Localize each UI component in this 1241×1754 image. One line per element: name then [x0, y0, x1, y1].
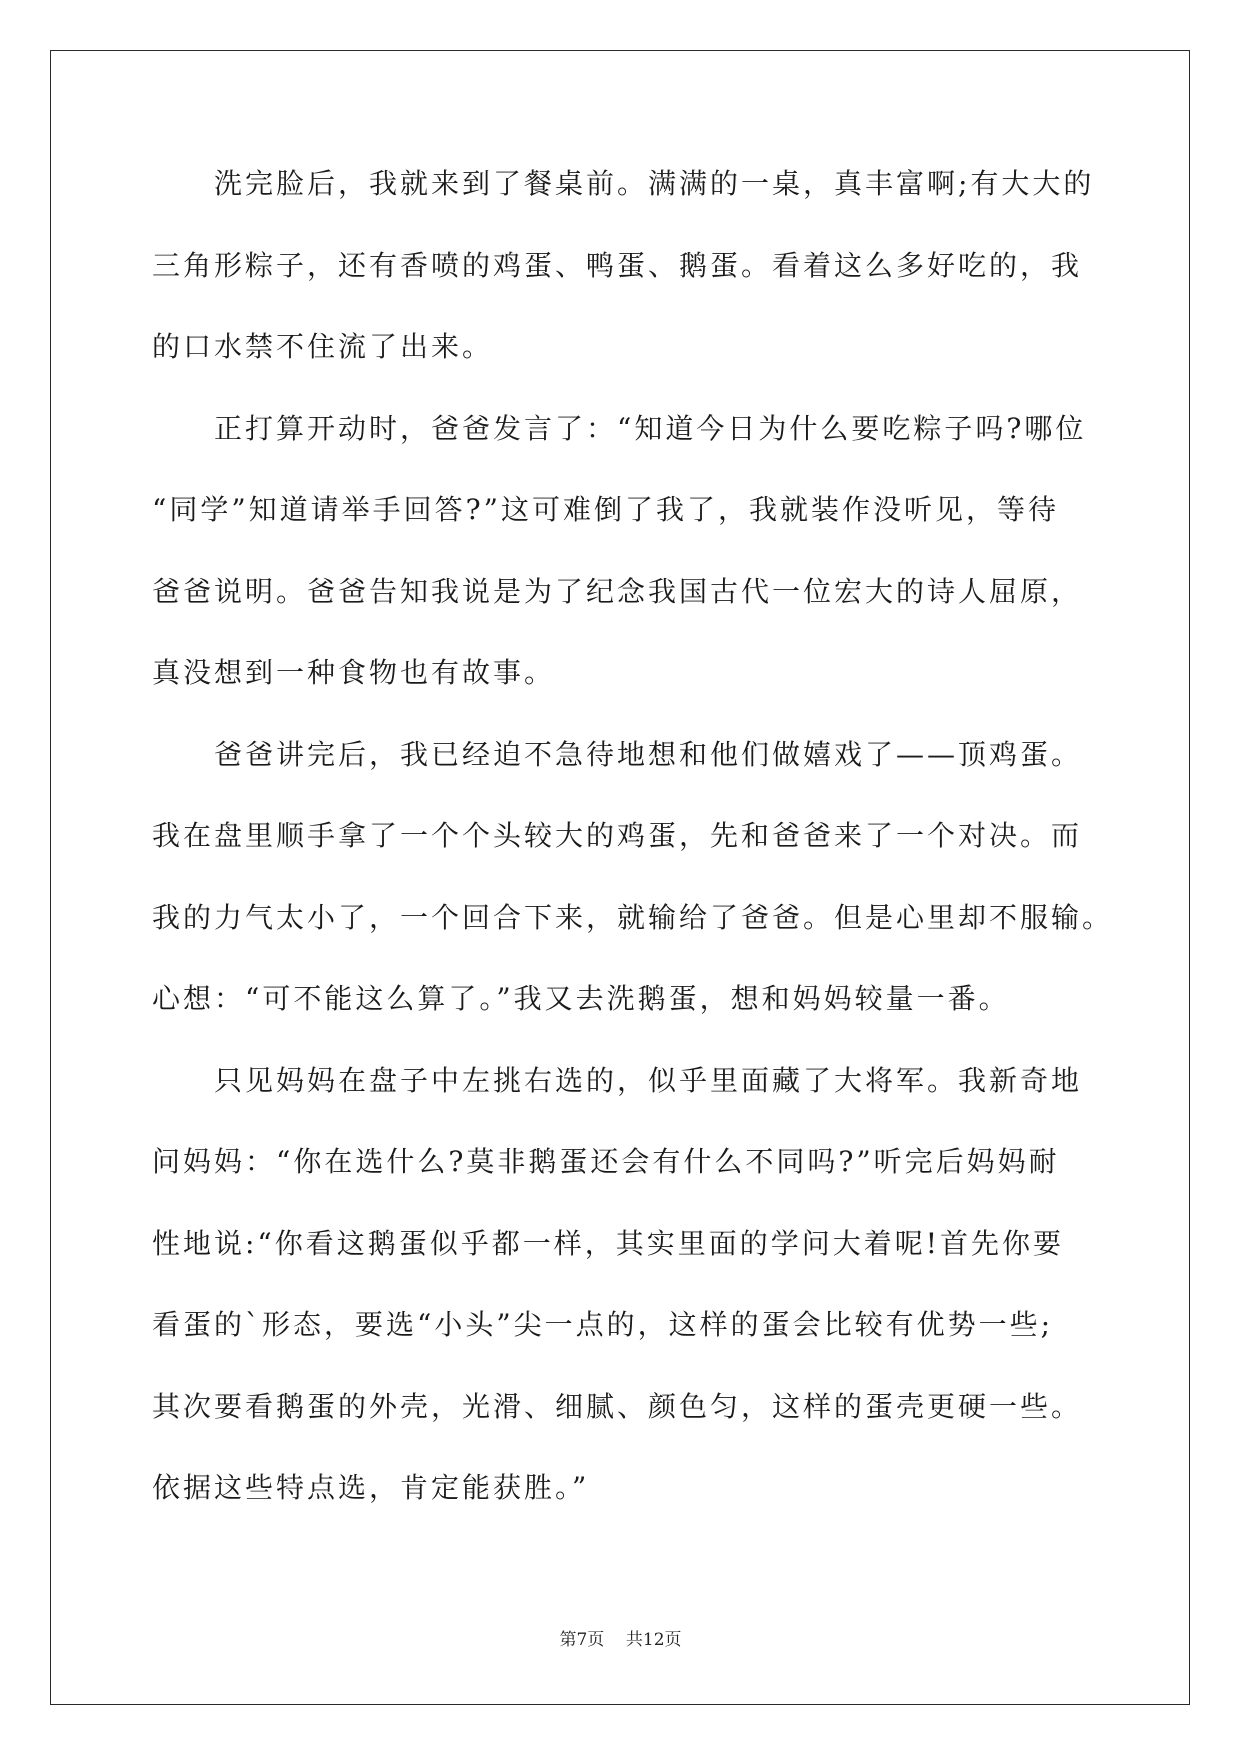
- text-line: 我在盘里顺手拿了一个个头较大的鸡蛋，先和爸爸来了一个对决。而: [152, 819, 1083, 852]
- text-line: 爸爸讲完后，我已经迫不急待地想和他们做嬉戏了——顶鸡蛋。: [214, 737, 1083, 771]
- text-line: 只见妈妈在盘子中左挑右选的，似乎里面藏了大将军。我新奇地: [214, 1063, 1083, 1097]
- document-body: [152, 160, 1114, 1546]
- text-line: 看蛋的`形态，要选“小头”尖一点的，这样的蛋会比较有优势一些;: [152, 1308, 1054, 1341]
- text-line: 正打算开动时，爸爸发言了：“知道今日为什么要吃粽子吗?哪位: [214, 411, 1087, 445]
- text-line: 心想：“可不能这么算了。”我又去洗鹅蛋，想和妈妈较量一番。: [152, 982, 1010, 1015]
- text-line: 其次要看鹅蛋的外壳，光滑、细腻、颜色匀，这样的蛋壳更硬一些。: [152, 1389, 1083, 1423]
- text-line: 问妈妈：“你在选什么?莫非鹅蛋还会有什么不同吗?”听完后妈妈耐: [152, 1145, 1060, 1178]
- page-number: 第7页: [559, 1630, 605, 1650]
- text-line: 三角形粽子，还有香喷的鸡蛋、鸭蛋、鹅蛋。看着这么多好吃的，我: [152, 248, 1083, 282]
- page-total: 共12页: [625, 1630, 682, 1650]
- text-line: 洗完脸后，我就来到了餐桌前。满满的一桌，真丰富啊;有大大的: [214, 167, 1095, 200]
- text-line: 爸爸说明。爸爸告知我说是为了纪念我国古代一位宏大的诗人屈原，: [152, 574, 1083, 608]
- page-footer: [0, 1628, 1241, 1652]
- text-line: 真没想到一种食物也有故事。: [152, 656, 556, 689]
- text-line: 的口水禁不住流了出来。: [152, 330, 494, 363]
- text-line: 依据这些特点选，肯定能获胜。”: [152, 1471, 590, 1504]
- text-line: 我的力气太小了，一个回合下来，就输给了爸爸。但是心里却不服输。: [152, 900, 1114, 934]
- text-line: “同学”知道请举手回答?”这可难倒了我了，我就装作没听见，等待: [152, 493, 1059, 526]
- text-line: 性地说:“你看这鹅蛋似乎都一样，其实里面的学问大着呢!首先你要: [152, 1226, 1065, 1260]
